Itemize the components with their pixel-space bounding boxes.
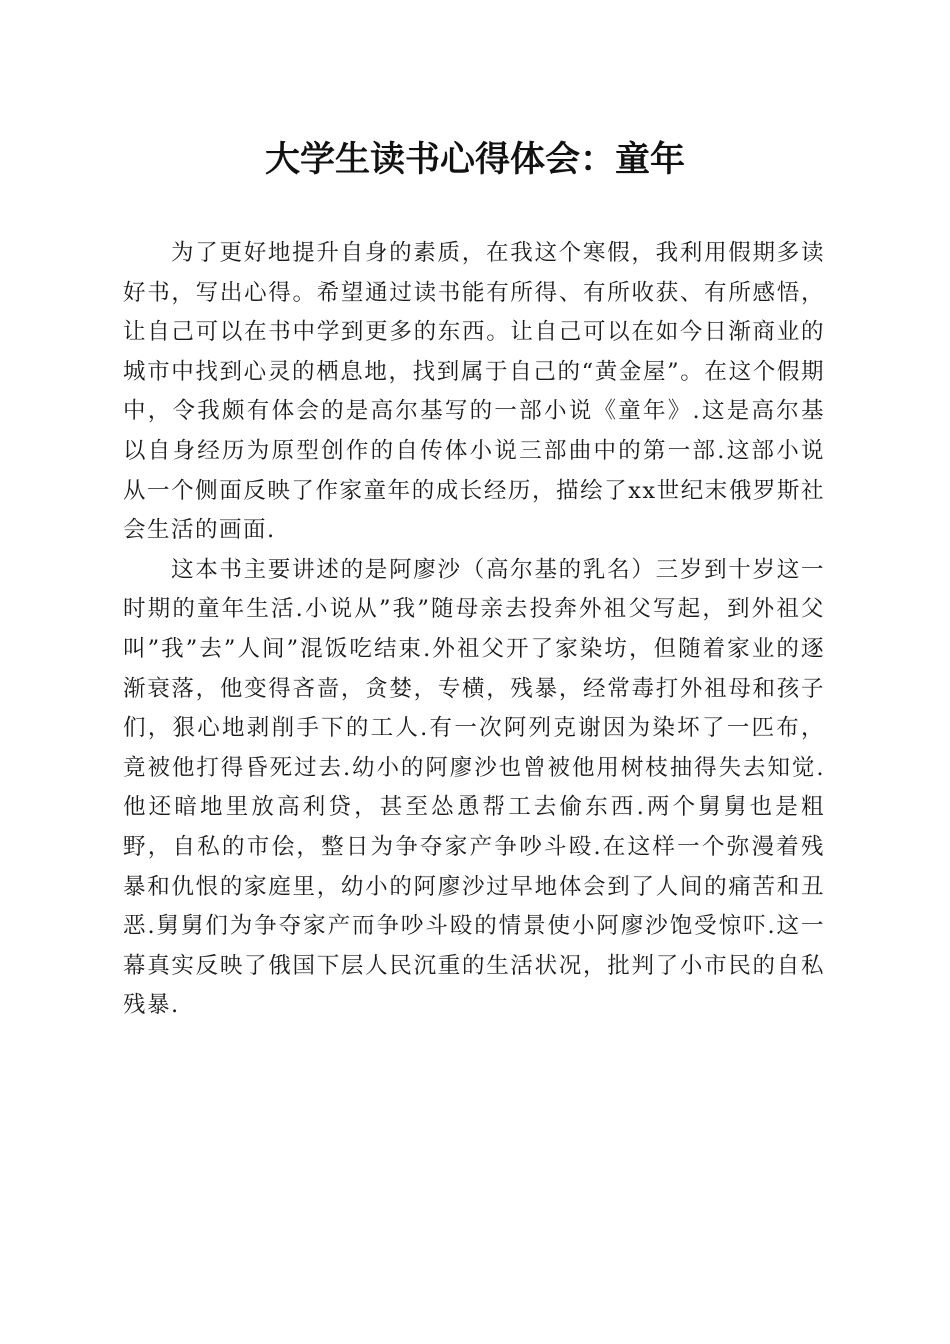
paragraph-2: 这本书主要讲述的是阿廖沙（高尔基的乳名）三岁到十岁这一时期的童年生活.小说从”我”随母亲去投奔外祖父写起，到外祖父叫”我”去”人间”混饭吃结束.外祖父开了家染坊，但随着家业的逐渐衰落，他变得吝啬，贪婪，专横，残暴，经常毒打外祖母和孩子们，狠心地剥削手下的工人.有一次阿列克谢因为染坏了一匹布，竟被他打得昏死过去.幼小的阿廖沙也曾被他用树枝抽得失去知觉.他还暗地里放高利贷，甚至怂恿帮工去偷东西.两个舅舅也是粗野，自私的市侩，整日为争夺家产争吵斗殴.在这样一个弥漫着残暴和仇恨的家庭里，幼小的阿廖沙过早地体会到了人间的痛苦和丑恶.舅舅们为争夺家产而争吵斗殴的情景使小阿廖沙饱受惊吓.这一幕真实反映了俄国下层人民沉重的生活状况，批判了小市民的自私残暴. <box>123 556 825 1019</box>
document-body <box>123 234 825 1026</box>
page-title: 大学生读书心得体会：童年 <box>264 139 685 180</box>
paragraph-1: 为了更好地提升自身的素质，在我这个寒假，我利用假期多读好书，写出心得。希望通过读书能有所得、有所收获、有所感悟，让自己可以在书中学到更多的东西。让自己可以在如今日渐商业的城市中找到心灵的栖息地，找到属于自己的“黄金屋”。在这个假期中，令我颇有体会的是高尔基写的一部小说《童年》.这是高尔基以自身经历为原型创作的自传体小说三部曲中的第一部.这部小说从一个侧面反映了作家童年的成长经历，描绘了xx世纪末俄罗斯社会生活的画面. <box>123 240 825 544</box>
